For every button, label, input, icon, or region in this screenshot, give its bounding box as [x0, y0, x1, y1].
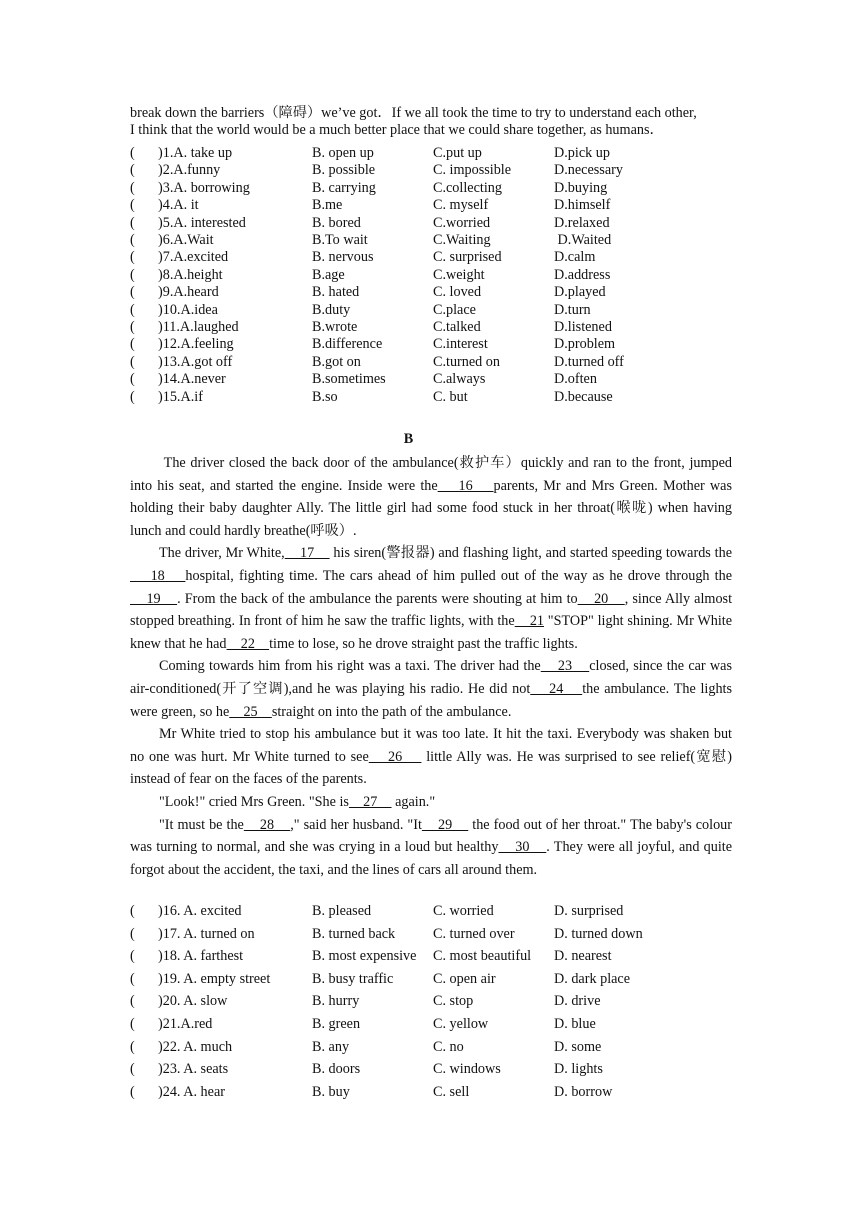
blank-19: 19	[130, 590, 178, 607]
option-c: C. no	[433, 1038, 464, 1055]
option-b: B. buy	[312, 1083, 350, 1100]
passage-text: "Look!" cried Mrs Green. "She is	[159, 793, 349, 810]
option-b: B.wrote	[312, 319, 358, 336]
option-d: D.because	[554, 388, 613, 405]
option-d: D.listened	[554, 319, 612, 336]
option-b: B. carrying	[312, 179, 376, 196]
option-b: B. green	[312, 1015, 361, 1032]
passage-text: . They were all joyful, and quite forgot about the accident, the taxi, and the lines of cars all around them.	[130, 839, 733, 878]
answer-paren[interactable]: (	[130, 197, 135, 214]
option-a: )13.A.got off	[158, 353, 233, 370]
passage-text: , since Ally almost stopped breathing. In front of him he saw the traffic lights, with the	[130, 590, 733, 630]
option-a: )20. A. slow	[158, 993, 228, 1010]
answer-paren[interactable]: (	[130, 336, 135, 353]
question-row	[130, 215, 724, 232]
question-row	[130, 284, 724, 301]
option-d: D.necessary	[554, 162, 623, 179]
question-row	[130, 232, 724, 249]
question-row	[130, 302, 724, 319]
option-b: B.sometimes	[312, 371, 386, 388]
option-b: B.To wait	[312, 232, 368, 249]
blank-29: 29	[421, 816, 469, 833]
option-b: B.me	[312, 197, 343, 214]
blank-25: 25	[229, 703, 272, 720]
question-row	[130, 336, 724, 353]
option-d: D. nearest	[554, 948, 612, 965]
option-b: B.so	[312, 388, 338, 405]
passage-text: "It must be the	[159, 816, 244, 833]
option-a: )10.A.idea	[158, 301, 218, 318]
option-a: )4.A. it	[158, 197, 199, 214]
question-row	[130, 267, 724, 284]
passage-text: The driver, Mr White,	[159, 545, 285, 562]
answer-paren[interactable]: (	[130, 970, 135, 987]
option-b: B.age	[312, 266, 345, 283]
passage-text: ," said her husband. "It	[290, 816, 422, 833]
option-d: D.pick up	[554, 145, 610, 161]
question-row	[130, 354, 724, 371]
passage-paragraph	[130, 814, 732, 882]
option-b: B.difference	[312, 336, 383, 353]
option-b: B. most expensive	[312, 948, 417, 965]
answer-paren[interactable]: (	[130, 232, 135, 249]
passage-paragraph	[130, 723, 732, 791]
blank-22: 22	[226, 635, 270, 652]
option-a: )3.A. borrowing	[158, 179, 250, 196]
option-b: B. pleased	[312, 903, 372, 919]
blank-28: 28	[243, 816, 291, 833]
intro-line: break down the barriers（障碍）we’ve got．If we all took the time to try to understand each other,	[130, 105, 697, 121]
option-c: C.collecting	[433, 179, 502, 196]
passage-text: The driver closed the back door of the ambulance(救护车）quickly and ran to the front, jumped into his seat, and started the engine. Inside were the	[130, 455, 736, 494]
answer-paren[interactable]: (	[130, 948, 135, 965]
blank-16: 16	[437, 477, 494, 494]
answer-paren[interactable]: (	[130, 903, 135, 919]
answer-paren[interactable]: (	[130, 179, 135, 196]
option-c: C. worried	[433, 903, 494, 919]
option-a: )2.A.funny	[158, 162, 221, 179]
option-c: C. most beautiful	[433, 948, 532, 965]
option-d: D. surprised	[554, 903, 624, 919]
question-row	[130, 1016, 724, 1039]
option-b: B. turned back	[312, 925, 396, 942]
option-d: D. drive	[554, 993, 601, 1010]
part-b-options-table	[130, 903, 724, 1106]
part-a-options-table	[130, 145, 724, 406]
option-b: B.duty	[312, 301, 351, 318]
answer-paren[interactable]: (	[130, 1038, 135, 1055]
option-a: )23. A. seats	[158, 1061, 229, 1078]
answer-paren[interactable]: (	[130, 353, 135, 370]
passage-paragraph	[130, 791, 732, 814]
passage-text: his siren(警报器) and flashing light, and started speeding towards the	[329, 545, 732, 562]
question-row	[130, 180, 724, 197]
option-d: D.problem	[554, 336, 616, 353]
passage-text: time to lose, so he drove straight past the traffic lights.	[269, 635, 578, 652]
blank-20: 20	[577, 590, 625, 607]
answer-paren[interactable]: (	[130, 925, 135, 942]
option-d: D.buying	[554, 179, 608, 196]
blank-23: 23	[540, 658, 590, 675]
option-a: )15.A.if	[158, 388, 203, 405]
option-c: C. impossible	[433, 162, 512, 179]
option-d: D.relaxed	[554, 214, 610, 231]
answer-paren[interactable]: (	[130, 301, 135, 318]
blank-26: 26	[368, 748, 422, 765]
option-c: C.talked	[433, 319, 481, 336]
intro-line: I think that the world would be a much better place that we could share together, as humans．	[130, 122, 664, 139]
option-b: B. nervous	[312, 249, 374, 266]
answer-paren[interactable]: (	[130, 284, 135, 301]
passage-text: the food out of her throat." The baby's colour was turning to normal, and she was crying in a loud but healthy	[130, 816, 732, 856]
option-c: C.always	[433, 371, 486, 388]
option-c: C. but	[433, 388, 468, 405]
option-d: D. dark place	[554, 970, 631, 987]
option-a: )5.A. interested	[158, 214, 246, 231]
option-a: )6.A.Wait	[158, 232, 214, 249]
option-d: D. some	[554, 1038, 602, 1055]
option-d: D.Waited	[554, 232, 612, 249]
option-d: D. borrow	[554, 1083, 613, 1100]
option-d: D. lights	[554, 1061, 603, 1078]
answer-paren[interactable]: (	[130, 319, 135, 336]
option-b: B. hurry	[312, 993, 360, 1010]
passage-text: hospital, fighting time. The cars ahead of him pulled out of the way as he drove through the	[185, 567, 732, 584]
option-a: )22. A. much	[158, 1038, 233, 1055]
question-row	[130, 197, 724, 214]
blank-21: 21	[514, 613, 545, 630]
option-a: )7.A.excited	[158, 249, 229, 266]
answer-paren[interactable]: (	[130, 214, 135, 231]
option-b: B. bored	[312, 214, 361, 231]
passage-paragraph	[130, 452, 736, 542]
option-c: C. surprised	[433, 249, 502, 266]
question-row	[130, 1061, 724, 1084]
passage-text: parents, Mr and Mrs Green. Mother was holding their baby daughter Ally. The little girl had some food stuck in her throat(喉咙) when having lunch and could hardly breathe(呼吸）.	[130, 477, 732, 539]
option-b: B. busy traffic	[312, 970, 394, 987]
option-c: C. yellow	[433, 1015, 489, 1032]
question-row	[130, 145, 724, 162]
option-a: )17. A. turned on	[158, 925, 255, 942]
option-d: D.turn	[554, 301, 591, 318]
option-c: C.Waiting	[433, 232, 491, 249]
option-c: C.turned on	[433, 353, 500, 370]
option-d: D.turned off	[554, 353, 624, 370]
option-c: C. turned over	[433, 925, 515, 942]
answer-paren[interactable]: (	[130, 145, 135, 161]
answer-paren[interactable]: (	[130, 162, 135, 179]
passage-paragraph	[130, 542, 732, 655]
passage-text: the ambulance. The lights were green, so he	[130, 680, 732, 720]
answer-paren[interactable]: (	[130, 1015, 135, 1032]
option-a: )14.A.never	[158, 371, 226, 388]
question-row	[130, 1084, 724, 1107]
option-a: )11.A.laughed	[158, 319, 239, 336]
question-row	[130, 319, 724, 336]
passage-text: "STOP" light shining. Mr White knew that he had	[130, 613, 733, 652]
option-d: D.played	[554, 284, 606, 301]
question-row	[130, 926, 724, 949]
option-a: )12.A.feeling	[158, 336, 234, 353]
option-b: B. possible	[312, 162, 376, 179]
answer-paren[interactable]: (	[130, 993, 135, 1010]
passage-text: again."	[391, 793, 436, 810]
option-c: C. sell	[433, 1083, 470, 1100]
passage-text: . From the back of the ambulance the parents were shouting at him to	[177, 590, 578, 607]
question-row	[130, 948, 724, 971]
option-a: )1.A. take up	[158, 145, 233, 161]
question-row	[130, 903, 724, 926]
section-b-passage	[130, 452, 736, 881]
option-b: B. hated	[312, 284, 360, 301]
question-row	[130, 371, 724, 388]
passage-text: straight on into the path of the ambulance.	[271, 703, 512, 720]
answer-paren[interactable]: (	[130, 266, 135, 283]
option-c: C.place	[433, 301, 476, 318]
question-row	[130, 993, 724, 1016]
option-c: C. stop	[433, 993, 474, 1010]
option-b: B.got on	[312, 353, 361, 370]
answer-paren[interactable]: (	[130, 1061, 135, 1078]
option-c: C.weight	[433, 266, 485, 283]
answer-paren[interactable]: (	[130, 249, 135, 266]
option-c: C.put up	[433, 145, 482, 161]
blank-24: 24	[530, 680, 583, 697]
question-row	[130, 389, 724, 406]
passage-text: little Ally was. He was surprised to see relief(宽慰) instead of fear on the faces of the parents.	[130, 748, 733, 788]
option-a: )19. A. empty street	[158, 970, 271, 987]
passage-text: Coming towards him from his right was a taxi. The driver had the	[159, 658, 541, 675]
answer-paren[interactable]: (	[130, 1083, 135, 1100]
question-row	[130, 249, 724, 266]
passage-text: Mr White tried to stop his ambulance but it was too late. It hit the taxi. Everybody was shaken but no one was hurt. Mr White turned to see	[130, 726, 732, 765]
option-b: B. any	[312, 1038, 350, 1055]
option-c: C.worried	[433, 214, 491, 231]
option-a: )16. A. excited	[158, 903, 242, 919]
option-b: B. open up	[312, 145, 374, 161]
blank-17: 17	[284, 545, 330, 562]
question-row	[130, 971, 724, 994]
option-a: )21.A.red	[158, 1015, 213, 1032]
option-c: C. loved	[433, 284, 482, 301]
passage-text: closed, since the car was air-conditioned(开了空调),and he was playing his radio. He did not	[130, 658, 732, 697]
option-b: B. doors	[312, 1061, 361, 1078]
intro-passage-end	[130, 105, 732, 140]
option-c: C.interest	[433, 336, 488, 353]
option-d: D.often	[554, 371, 597, 388]
option-c: C. windows	[433, 1061, 501, 1078]
option-d: D. blue	[554, 1015, 596, 1032]
question-row	[130, 162, 724, 179]
section-b-title: B	[403, 431, 414, 447]
passage-paragraph	[130, 655, 732, 723]
option-d: D.address	[554, 266, 611, 283]
blank-18: 18	[130, 567, 186, 584]
answer-paren[interactable]: (	[130, 371, 135, 388]
option-d: D.calm	[554, 249, 596, 266]
blank-30: 30	[498, 839, 547, 856]
option-d: D.himself	[554, 197, 611, 214]
question-row	[130, 1039, 724, 1062]
option-a: )24. A. hear	[158, 1083, 225, 1100]
answer-paren[interactable]: (	[130, 388, 135, 405]
option-a: )18. A. farthest	[158, 948, 244, 965]
option-d: D. turned down	[554, 925, 643, 942]
option-a: )9.A.heard	[158, 284, 219, 301]
option-a: )8.A.height	[158, 266, 223, 283]
option-c: C. open air	[433, 970, 496, 987]
blank-27: 27	[348, 793, 392, 810]
option-c: C. myself	[433, 197, 489, 214]
